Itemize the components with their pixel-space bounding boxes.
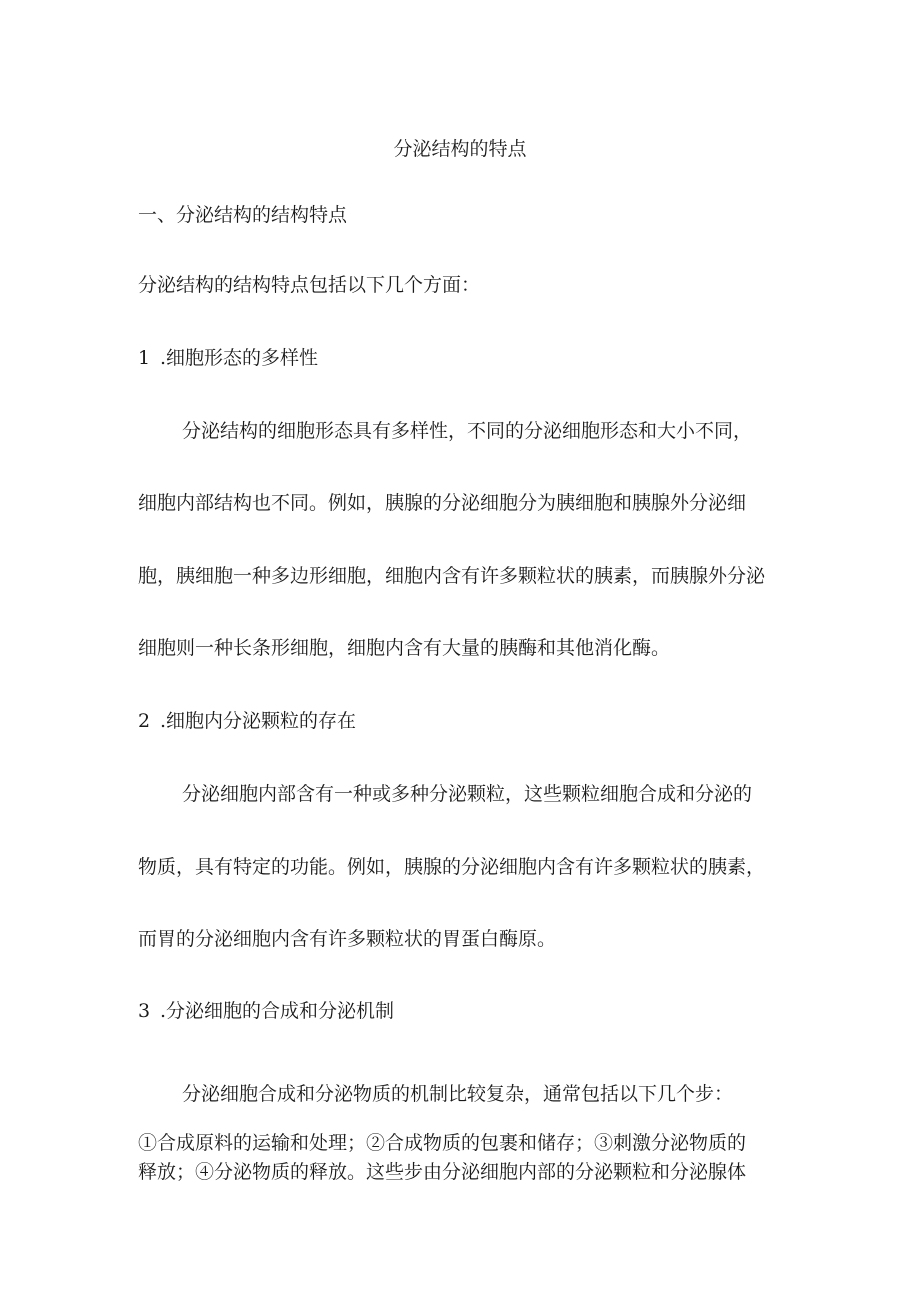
section-heading: 一、分泌结构的结构特点	[138, 204, 348, 226]
item3-line-2: ①合成原料的运输和处理；②合成物质的包裹和储存；③刺激分泌物质的	[138, 1132, 747, 1154]
item1-heading	[138, 346, 318, 370]
item2-line-2: 物质，具有特定的功能。例如，胰腺的分泌细胞内含有许多颗粒状的胰素，	[138, 856, 766, 878]
page-title: 分泌结构的特点	[393, 138, 527, 160]
item1-line-2: 细胞内部结构也不同。例如，胰腺的分泌细胞分为胰细胞和胰腺外分泌细	[138, 492, 747, 514]
item1-line-1: 分泌结构的细胞形态具有多样性，不同的分泌细胞形态和大小不同，	[182, 420, 753, 442]
item3-line-3: 释放；④分泌物质的释放。这些步由分泌细胞内部的分泌颗粒和分泌腺体	[138, 1161, 747, 1183]
item2-number: 2	[138, 710, 151, 732]
item2-line-1: 分泌细胞内部含有一种或多种分泌颗粒，这些颗粒细胞合成和分泌的	[182, 783, 753, 805]
item3-heading-text: .分泌细胞的合成和分泌机制	[160, 1000, 395, 1022]
intro-paragraph: 分泌结构的结构特点包括以下几个方面：	[138, 274, 481, 296]
item1-line-4: 细胞则一种长条形细胞，细胞内含有大量的胰酶和其他消化酶。	[138, 637, 671, 659]
item2-heading	[138, 709, 356, 733]
item1-line-3: 胞，胰细胞一种多边形细胞，细胞内含有许多颗粒状的胰素，而胰腺外分泌	[138, 565, 766, 587]
item1-heading-text: .细胞形态的多样性	[160, 347, 319, 369]
item3-line-1: 分泌细胞合成和分泌物质的机制比较复杂，通常包括以下几个步：	[182, 1083, 734, 1105]
item1-number: 1	[138, 347, 151, 369]
item2-line-3: 而胃的分泌细胞内含有许多颗粒状的胃蛋白酶原。	[138, 928, 557, 950]
item2-heading-text: .细胞内分泌颗粒的存在	[160, 710, 357, 732]
item3-number: 3	[138, 1000, 151, 1022]
item3-heading	[138, 999, 394, 1023]
